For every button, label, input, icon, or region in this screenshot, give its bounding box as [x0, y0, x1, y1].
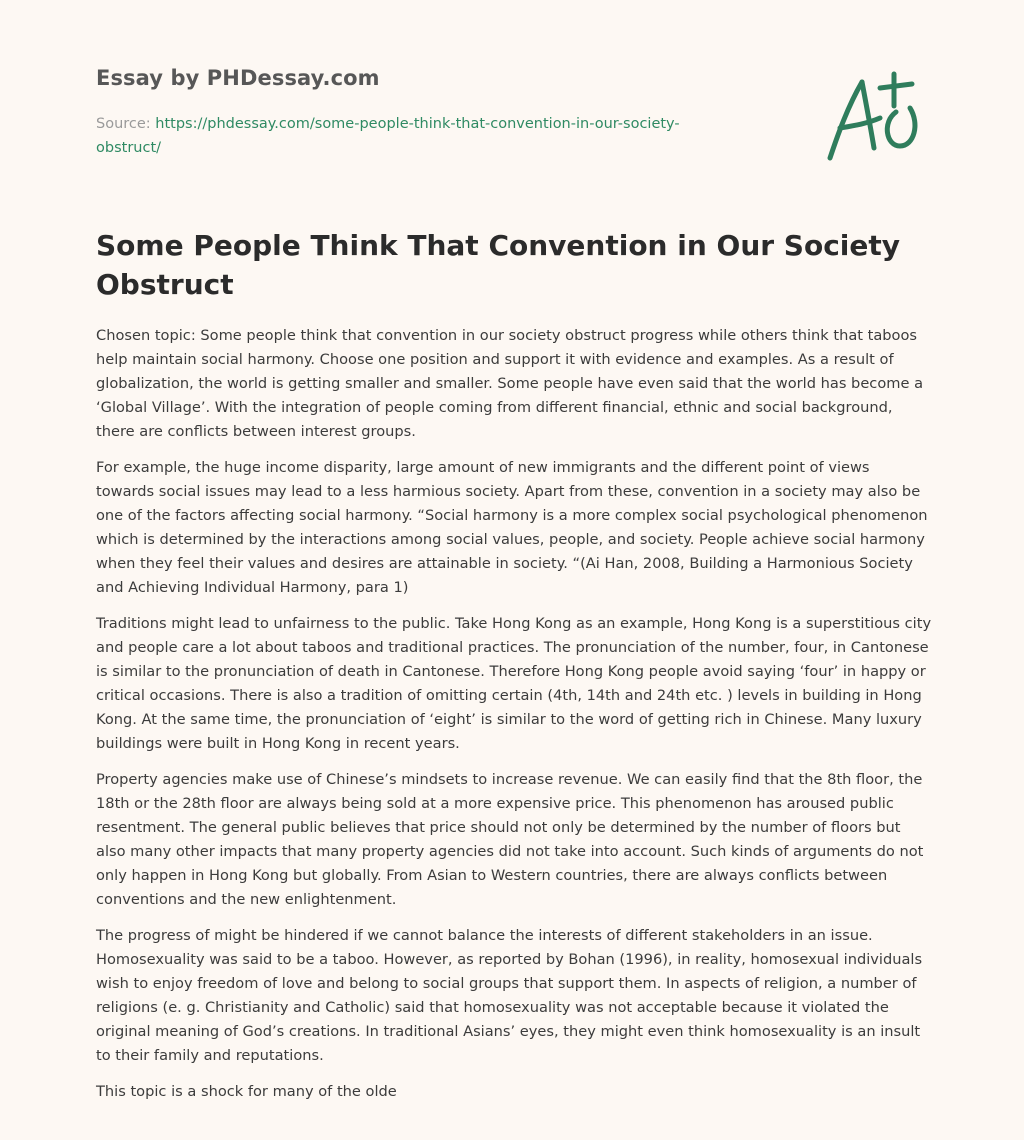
paragraph: For example, the huge income disparity, large amount of new immigrants and the different point of views towards social issues may lead to a less harmious society. Apart from these, convention in a society may also be one of the factors affecting social harmony. “Social harmony is a more complex social psychological phenomenon which is determined by the interactions among social values, people, and society. People achieve social harmony when they feel their values and desires are attainable in society. “(Ai Han, 2008, Building a Harmonious Society and Achieving Individual Harmony, para 1) — [96, 459, 928, 596]
paragraph: Chosen topic: Some people think that convention in our society obstruct progress while others think that taboos help maintain social harmony. Choose one position and support it with evidence and examples. As a result of globalization, the world is getting smaller and smaller. Some people have even said that the world has become a ‘Global Village’. With the integration of people coming from different financial, ethnic and social background, there are conflicts between interest groups. — [96, 327, 924, 440]
a-plus-logo-icon — [818, 66, 930, 166]
essay-body — [96, 324, 932, 1116]
source-label: Source: — [96, 116, 151, 132]
site-brand: Essay by PHDessay.com — [96, 66, 380, 90]
essay-title: Some People Think That Convention in Our Society Obstruct — [96, 229, 901, 301]
source-link[interactable]: https://phdessay.com/some-people-think-that-convention-in-our-society-obstruct/ — [96, 116, 680, 156]
paragraph: Property agencies make use of Chinese’s mindsets to increase revenue. We can easily find that the 8th floor, the 18th or the 28th floor are always being sold at a more expensive price. This phenomenon has aroused public resentment. The general public believes that price should not only be determined by the number of floors but also many other impacts that many property agencies did not take into account. Such kinds of arguments do not only happen in Hong Kong but globally. From Asian to Western countries, there are always conflicts between conventions and the new enlightenment. — [96, 771, 924, 908]
paragraph: Traditions might lead to unfairness to the public. Take Hong Kong as an example, Hong Kong is a superstitious city and people care a lot about taboos and traditional practices. The pronunciation of the number, four, in Cantonese is similar to the pronunciation of death in Cantonese. Therefore Hong Kong people avoid saying ‘four’ in happy or critical occasions. There is also a tradition of omitting certain (4th, 14th and 24th etc. ) levels in building in Hong Kong. At the same time, the pronunciation of ‘eight’ is similar to the word of getting rich in Chinese. Many luxury buildings were built in Hong Kong in recent years. — [96, 615, 932, 752]
source-line — [96, 112, 736, 160]
paragraph: This topic is a shock for many of the olde — [96, 1083, 397, 1100]
paragraph: The progress of might be hindered if we cannot balance the interests of different stakeholders in an issue. Homosexuality was said to be a taboo. However, as reported by Bohan (1996), in reality, homosexual individuals wish to enjoy freedom of love and belong to social groups that support them. In aspects of religion, a number of religions (e. g. Christianity and Catholic) said that homosexuality was not acceptable because it violated the original meaning of God’s creations. In traditional Asians’ eyes, they might even think homosexuality is an insult to their family and reputations. — [96, 927, 923, 1064]
